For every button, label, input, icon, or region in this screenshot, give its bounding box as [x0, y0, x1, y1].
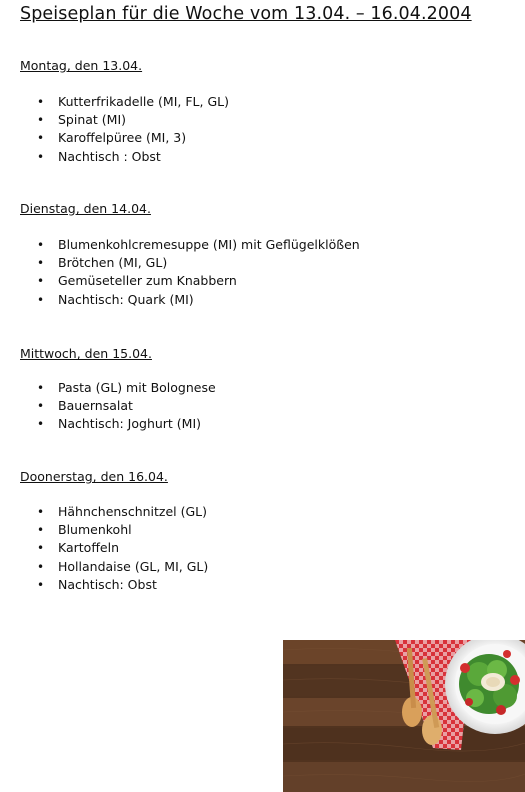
- menu-item-text: Nachtisch: Obst: [58, 576, 157, 592]
- day-heading-tuesday: Dienstag, den 14.04.: [20, 201, 151, 216]
- menu-item-text: Nachtisch: Quark (MI): [58, 291, 194, 307]
- list-item: [0, 254, 360, 272]
- list-item: [0, 576, 208, 594]
- menu-item-text: Nachtisch: Joghurt (MI): [58, 416, 202, 432]
- bullet-icon: •: [37, 577, 45, 592]
- list-item: [0, 397, 216, 415]
- day-heading-thursday: Doonerstag, den 16.04.: [20, 469, 168, 484]
- salad-plate-photo: [283, 640, 525, 792]
- list-item: [0, 539, 208, 557]
- menu-item-text: Kartoffeln: [58, 540, 120, 556]
- page-title: Speiseplan für die Woche vom 13.04. – 16.04.2004: [20, 4, 472, 24]
- list-item: [0, 521, 208, 539]
- list-item: [0, 236, 360, 254]
- bullet-icon: •: [37, 417, 45, 432]
- bullet-icon: •: [37, 256, 45, 271]
- bullet-icon: •: [37, 381, 45, 395]
- day-heading-wednesday: Mittwoch, den 15.04.: [20, 346, 152, 361]
- menu-item-text: Blumenkohl: [58, 522, 132, 538]
- menu-item-text: Pasta (GL) mit Bolognese: [58, 380, 216, 395]
- menu-item-text: Bauernsalat: [58, 398, 133, 414]
- list-item: [0, 379, 216, 397]
- list-item: [0, 503, 208, 521]
- menu-item-text: Gemüseteller zum Knabbern: [58, 273, 237, 289]
- list-item: [0, 129, 229, 147]
- bullet-icon: •: [37, 399, 45, 414]
- list-item: [0, 291, 360, 309]
- menu-list-tuesday: [0, 236, 360, 309]
- menu-list-thursday: [0, 503, 208, 594]
- menu-item-text: Nachtisch : Obst: [58, 148, 161, 164]
- bullet-icon: •: [37, 113, 45, 128]
- menu-list-monday: [0, 93, 229, 166]
- list-item: [0, 558, 208, 576]
- menu-list-wednesday: [0, 379, 216, 434]
- menu-item-text: Blumenkohlcremesuppe (MI) mit Geflügelklößen: [58, 237, 360, 252]
- bullet-icon: •: [37, 559, 45, 574]
- bullet-icon: •: [37, 149, 45, 164]
- list-item: [0, 148, 229, 166]
- menu-item-text: Hollandaise (GL, MI, GL): [58, 558, 209, 574]
- menu-item-text: Spinat (MI): [58, 112, 127, 128]
- list-item: [0, 415, 216, 433]
- day-heading-monday: Montag, den 13.04.: [20, 58, 143, 73]
- menu-item-text: Karoffelpüree (MI, 3): [58, 130, 187, 146]
- list-item: [0, 272, 360, 290]
- bullet-icon: •: [37, 292, 45, 307]
- bullet-icon: •: [37, 523, 45, 538]
- list-item: [0, 111, 229, 129]
- bullet-icon: •: [37, 505, 45, 519]
- bullet-icon: •: [37, 131, 45, 146]
- menu-item-text: Hähnchenschnitzel (GL): [58, 504, 208, 519]
- bullet-icon: •: [37, 95, 45, 109]
- menu-item-text: Kutterfrikadelle (MI, FL, GL): [58, 94, 229, 109]
- bullet-icon: •: [37, 274, 45, 289]
- bullet-icon: •: [37, 541, 45, 556]
- menu-item-text: Brötchen (MI, GL): [58, 255, 168, 271]
- bullet-icon: •: [37, 238, 45, 252]
- list-item: [0, 93, 229, 111]
